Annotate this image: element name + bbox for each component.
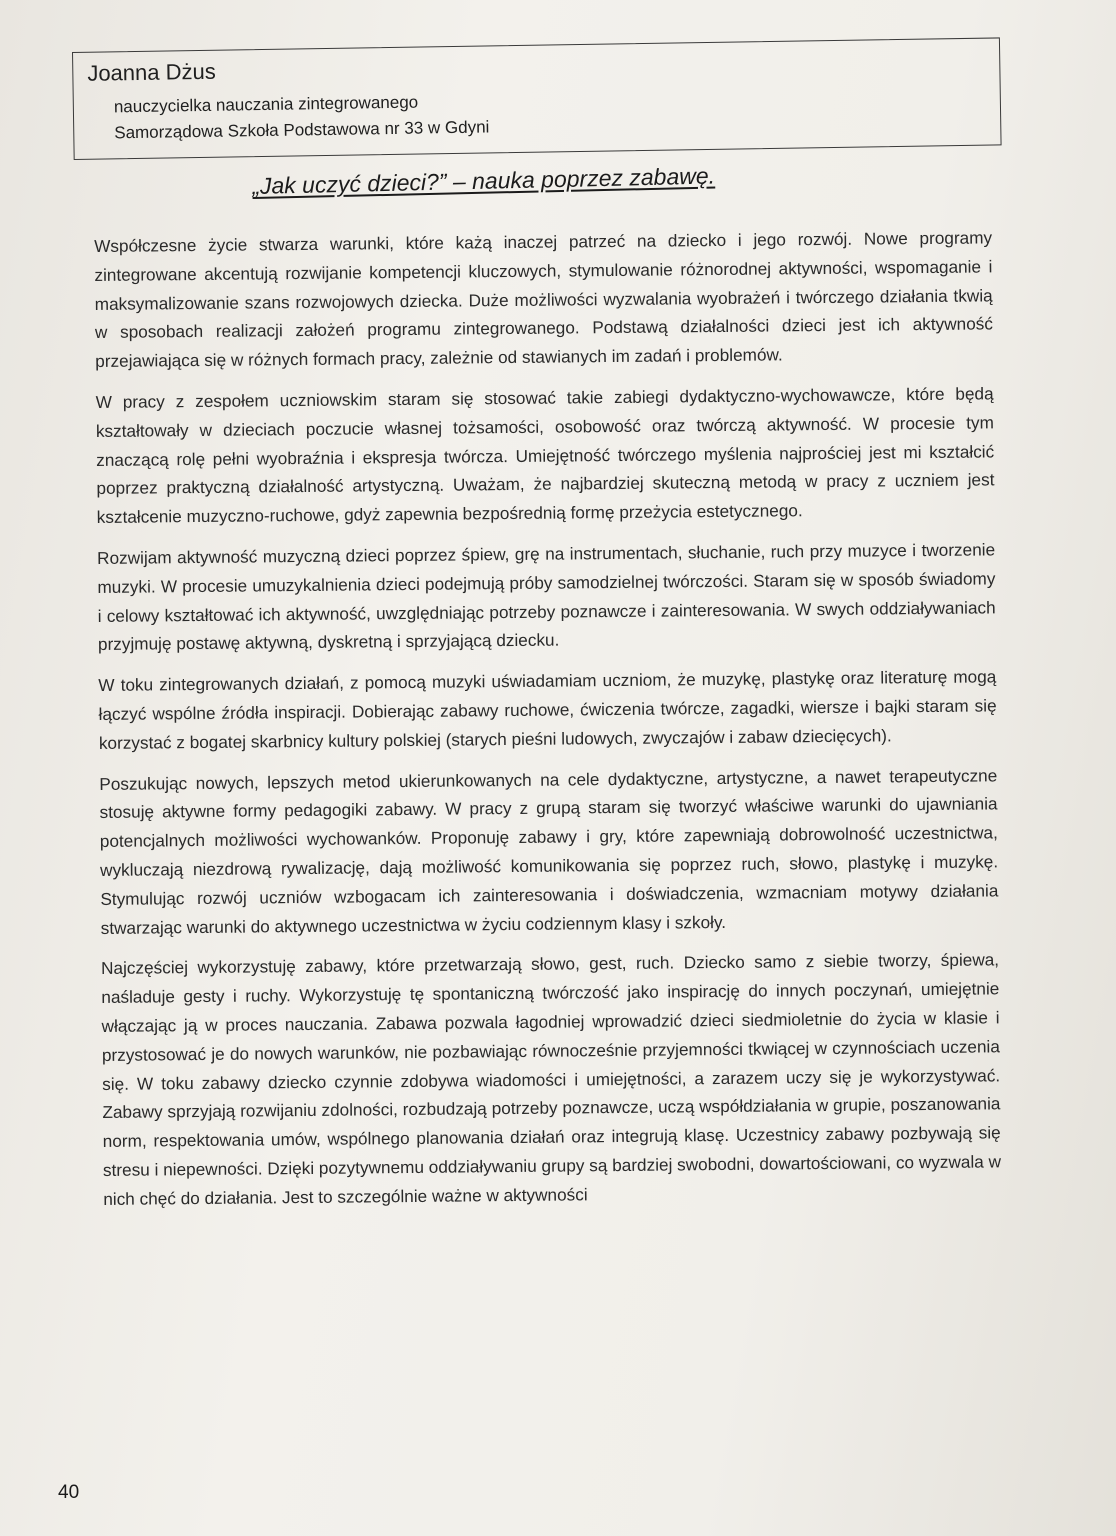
paragraph: Najczęściej wykorzystuję zabawy, które przetwarzają słowo, gest, ruch. Dziecko samo z siebie tworzy, śpiewa, naśladuje gesty i ruchy. Wykorzystuję tę spontaniczną twórczość jako inspirację do innych poczynań, umiejętnie włączając ją w proces nauczania. Zabawa pozwala łagodniej wprowadzić dzieci siedmioletnie do życia w klasie i przystosować je do nowych warunków, nie pozbawiając równocześnie przyjemności tkwiącej w czynnościach uczenia się. W toku zabawy dziecko czynnie zdobywa wiadomości i umiejętności, a zarazem uczy się je wykorzystywać. Zabawy sprzyjają rozwijaniu zdolności, rozbudzają potrzeby poznawcze, uczą współdziałania w grupie, poszanowania norm, respektowania umów, wspólnego planowania działań oraz integrują klasę. Uczestnicy zabawy pozbywają się stresu i niepewności. Dzięki pozytywnemu oddziaływaniu grupy są bardziej swobodni, dowartościowani, co wyzwala w nich chęć do działania. Jest to szczególnie ważne w aktywności bbox=[100, 949, 1002, 1209]
page-number: 40 bbox=[58, 1482, 80, 1503]
paragraph: Poszukując nowych, lepszych metod ukierunkowanych na cele dydaktyczne, artystyczne, a nawet terapeutyczne stosuję aktywne formy pedagogiki zabawy. W pracy z grupą staram się tworzyć właściwe warunki do ujawniania potencjalnych możliwości wychowanków. Proponuję zabawy i gry, które zapewniają dobrowolność uczestnictwa, wykluczają niezdrową rywalizację, dają możliwość komunikowania się poprzez ruch, słowo, plastykę i muzykę. Stymulując rozwój uczniów wzbogacam ich zainteresowania i doświadczenia, wzmacniam motywy działania stwarzając warunki do aktywnego uczestnictwa w życiu codziennym klasy i szkoły. bbox=[99, 764, 999, 938]
paragraph: Współczesne życie stwarza warunki, które każą inaczej patrzeć na dziecko i jego rozwój. Nowe programy zintegrowane akcentują rozwijanie kompetencji kluczowych, stymulowanie różnorodnej aktywności, wspomaganie i maksymalizowanie szans rozwojowych dziecka. Duże możliwości wyzwalania wyobrażeń i twórczego działania tkwią w sposobach realizacji założeń programu zintegrowanego. Podstawą działalności dzieci jest ich aktywność przejawiająca się w różnych formach pracy, zależnie od stawianych im zadań i problemów. bbox=[94, 227, 994, 372]
author-header-box bbox=[72, 37, 1002, 160]
paragraph: W toku zintegrowanych działań, z pomocą muzyki uświadamiam uczniom, że muzykę, plastykę oraz literaturę mogą łączyć wspólne źródła inspiracji. Dobierając zabawy ruchowe, ćwiczenia twórcze, zagadki, wiersze i bajki staram się korzystać z bogatej skarbnicy kultury polskiej (starych pieśni ludowych, zwyczajów i zabaw dziecięcych). bbox=[98, 666, 997, 753]
author-role: nauczycielka nauczania zintegrowanego bbox=[113, 92, 419, 117]
author-school: Samorządowa Szkoła Podstawowa nr 33 w Gdyni bbox=[114, 117, 490, 143]
author-name: Joanna Dżus bbox=[87, 58, 216, 86]
article-title: „Jak uczyć dzieci?” – nauka poprzez zabawę. bbox=[252, 162, 716, 199]
paragraph: Rozwijam aktywność muzyczną dzieci poprzez śpiew, grę na instrumentach, słuchanie, ruch przy muzyce i tworzenie muzyki. W procesie umuzykalnienia dzieci podejmują próby samodzielnej twórczości. Staram się w sposób świadomy i celowy kształtować ich aktywność, uwzględniając potrzeby poznawcze i zainteresowania. W swych oddziaływaniach przyjmuję postawę aktywną, dyskretną i sprzyjającą dziecku. bbox=[97, 539, 996, 655]
paragraph: W pracy z zespołem uczniowskim staram się stosować takie zabiegi dydaktyczno-wychowawcze, które będą kształtowały w dzieciach poczucie własnej tożsamości, osobowość oraz twórczą aktywność. W procesie tym znaczącą rolę pełni wyobraźnia i ekspresja twórcza. Umiejętność twórczego myślenia najprościej jest mi kształcić poprzez praktyczną działalność artystyczną. Uważam, że najbardziej skuteczną metodą w pracy z uczniem jest kształcenie muzyczno-ruchowe, gdyż zapewnia bezpośrednią formę przeżycia estetycznego. bbox=[95, 383, 995, 528]
article-body bbox=[94, 223, 1001, 1225]
